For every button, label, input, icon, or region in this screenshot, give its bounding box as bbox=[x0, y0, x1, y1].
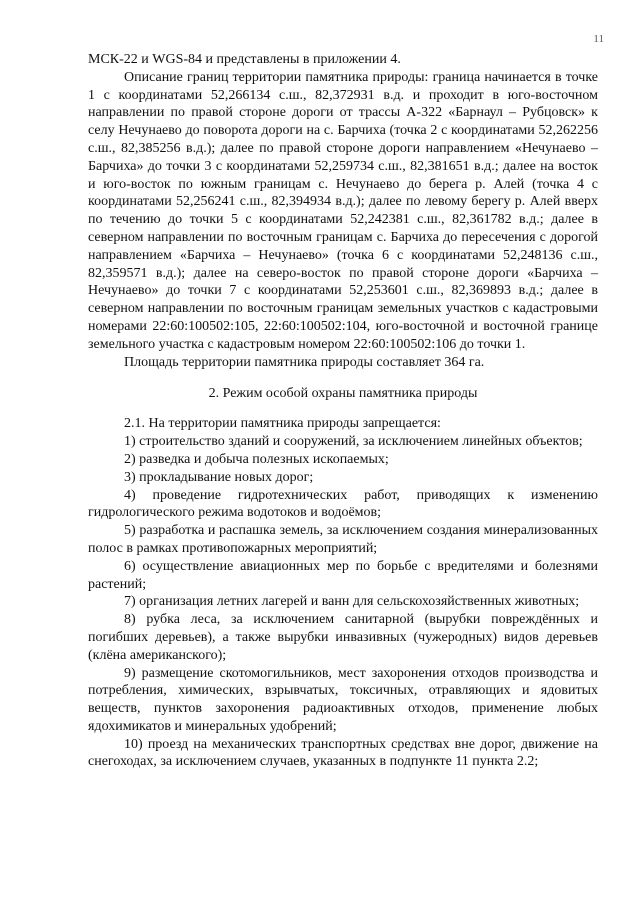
page-number: 11 bbox=[593, 33, 604, 45]
list-item: 10) проезд на механических транспортных средствах вне дорог, движение на снегоходах, за исключением случаев, указанных в подпункте 11 пункта 2.2; bbox=[88, 736, 598, 770]
list-item: 4) проведение гидротехнических работ, приводящих к изменению гидрологического режима водотоков и водоёмов; bbox=[88, 487, 598, 521]
section-heading: 2. Режим особой охраны памятника природы bbox=[208, 386, 478, 402]
subsection-intro: 2.1. На территории памятника природы запрещается: bbox=[124, 416, 441, 432]
list-item: 7) организация летних лагерей и ванн для сельскохозяйственных животных; bbox=[124, 594, 580, 610]
prohibitions-list bbox=[88, 433, 598, 771]
document-body bbox=[88, 51, 598, 771]
list-item: 6) осуществление авиационных мер по борьбе с вредителями и болезнями растений; bbox=[88, 558, 598, 592]
list-item: 3) прокладывание новых дорог; bbox=[124, 469, 314, 485]
list-item: 8) рубка леса, за исключением санитарной (вырубки повреждённых и погибших деревьев), а также вырубки инвазивных (чужеродных) видов деревьев (клёна американского); bbox=[88, 612, 598, 663]
list-item: 5) разработка и распашка земель, за исключением создания минерализованных полос в рамках противопожарных мероприятий; bbox=[88, 523, 598, 556]
list-item: 9) размещение скотомогильников, мест захоронения отходов производства и потребления, химических, взрывчатых, токсичных, отравляющих и ядовитых веществ, пунктов захоронения радиоактивных отходов, применение любых ядохимикатов и минеральных удобрений; bbox=[88, 665, 598, 734]
boundary-description: Описание границ территории памятника природы: граница начинается в точке 1 с координатами 52,266134 с.ш., 82,372931 в.д. и проходит в юго-восточном направлении по правой стороне дороги от трассы А-322 «Барнаул – Рубцовск» к селу Нечунаево до поворота дороги на с. Барчиха (точка 2 с координатами 52,262256 с.ш., 82,385256 в.д.); далее по правой стороне дороги направлением «Нечунаево – Барчиха» до точки 3 с координатами 52,259734 с.ш., 82,381651 в.д.; далее на восток и юго-восток по южным границам с. Нечунаево до берега р. Алей (точка 4 с координатами 52,256241 с.ш., 82,394934 в.д.); далее по левому берегу р. Алей вверх по течению до точки 5 с координатами 52,242381 с.ш., 82,361782 в.д.; далее в северном направлении по восточным границам с. Барчиха до пересечения с дорогой направлением «Барчиха – Нечунаево» (точка 6 с координатами 52,248136 с.ш., 82,359571 в.д.); далее на северо-восток по правой стороне дороги «Барчиха – Нечунаево» до точки 7 с координатами 52,253601 с.ш., 82,369893 в.д.; далее в северном направлении по восточным границам земельных участков с кадастровыми номерами 22:60:100502:105, 22:60:100502:104, юго-восточной и восточной границе земельного участка с кадастровым номером 22:60:100502:106 до точки 1. bbox=[88, 69, 598, 352]
area-statement: Площадь территории памятника природы составляет 364 га. bbox=[124, 354, 485, 370]
list-item: 2) разведка и добыча полезных ископаемых; bbox=[124, 451, 389, 467]
list-item: 1) строительство зданий и сооружений, за исключением линейных объектов; bbox=[124, 434, 583, 450]
intro-line: МСК-22 и WGS-84 и представлены в приложении 4. bbox=[88, 52, 401, 67]
